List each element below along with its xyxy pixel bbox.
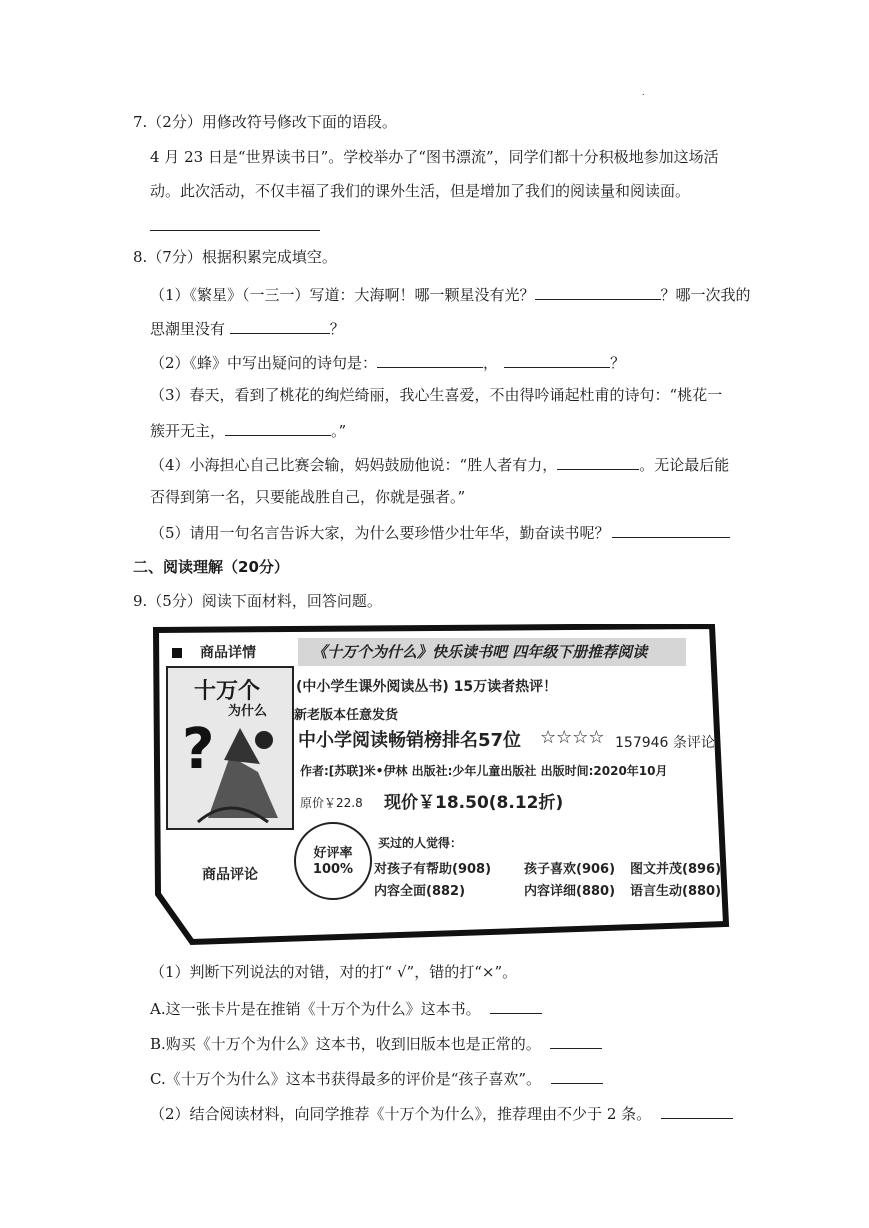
q8-item1-text-d: ？ (329, 320, 345, 338)
review-tag: 对孩子有帮助(908) (374, 862, 492, 877)
q9-statement-c-blank[interactable] (551, 1067, 603, 1084)
review-tag: 内容详细(880) (524, 884, 616, 899)
q8-item1-text-c: 思潮里没有 (150, 320, 226, 338)
book-cover (166, 666, 294, 830)
book-cover-title: 十万个 (194, 679, 261, 704)
q8-item2-text-c: ？ (610, 354, 626, 372)
q8-item5-text: （5）请用一句名言告诉大家，为什么要珍惜少壮年华，勤奋读书呢？ (150, 524, 610, 542)
review-tag: 图文并茂(896) (630, 862, 722, 877)
q9-statement-b-blank[interactable] (550, 1032, 602, 1049)
q8-item4-line2: 否得到第一名，只要能战胜自己，你就是强者。” (150, 488, 466, 506)
q8-item1-blank2[interactable] (230, 317, 330, 334)
q8-item2-blank2[interactable] (504, 351, 610, 368)
card-label-detail: 商品详情 (200, 645, 256, 661)
q8-item2 (150, 351, 625, 373)
q8-item2-text-b: ， (483, 354, 499, 372)
q8-item1-line1 (150, 283, 751, 305)
q8-item4-text-a: （4）小海担心自己比赛会输，妈妈鼓励他说：“胜人者有力， (150, 456, 558, 474)
card-buyers-think: 买过的人觉得： (378, 836, 463, 850)
svg-text:?: ? (182, 717, 215, 782)
q8-item2-text-a: （2）《蜂》中写出疑问的诗句是： (150, 354, 378, 372)
header-dot: . (642, 88, 645, 97)
q8-item2-blank1[interactable] (377, 351, 483, 368)
card-original-price: 原价￥22.8 (300, 796, 363, 810)
card-author-publisher: 作者:[苏联]米•伊林 出版社:少年儿童出版社 出版时间:2020年10月 (300, 764, 668, 778)
q7-answer-blank[interactable] (150, 230, 320, 231)
q8-item4-line1 (150, 453, 729, 475)
q7-para-line2: 动。此次活动，不仅丰福了我们的课外生活，但是增加了我们的阅读量和阅读面。 (150, 182, 691, 200)
q8-item3-text-c: 。” (331, 422, 347, 440)
good-rate-badge (294, 822, 372, 900)
q8-item4-text-b: 。无论最后能 (639, 456, 730, 474)
q8-stem: 8.（7分）根据积累完成填空。 (133, 248, 337, 266)
good-rate-value: 100% (312, 862, 354, 877)
q8-item1-line2 (150, 317, 345, 339)
section-2-heading: 二、阅读理解（20分） (133, 558, 289, 576)
q9-sub1: （1）判断下列说法的对错，对的打“ √”，错的打“×”。 (150, 963, 518, 981)
star-icon: ☆☆☆☆ (540, 727, 605, 748)
review-tag: 语言生动(880) (630, 884, 722, 899)
q9-stem: 9.（5分）阅读下面材料，回答问题。 (133, 592, 382, 610)
q9-statement-c (150, 1067, 603, 1089)
book-cover-subtitle: 为什么 (228, 704, 268, 719)
q8-item1-text-b: ？哪一次我的 (660, 286, 751, 304)
q8-item3-text-b: 簇开无主， (150, 422, 226, 440)
q9-statement-a-text: A.这一张卡片是在推销《十万个为什么》这本书。 (150, 1000, 481, 1018)
product-card-image (152, 624, 732, 946)
q8-item3-line1: （3）春天，看到了桃花的绚烂绮丽，我心生喜爱，不由得吟诵起杜甫的诗句：“桃花一 (150, 386, 723, 404)
card-rank: 中小学阅读畅销榜排名57位 (298, 730, 522, 751)
q8-item5 (150, 521, 730, 543)
card-edition-line: 新老版本任意发货 (294, 708, 399, 723)
q9-statement-b (150, 1032, 602, 1054)
q7-para-line1: 4 月 23 日是“世界读书日”。学校举办了“图书漂流”，同学们都十分积极地参加这场活 (150, 148, 719, 166)
review-tag: 孩子喜欢(906) (524, 862, 616, 877)
q9-statement-c-text: C.《十万个为什么》这本书获得最多的评价是“孩子喜欢”。 (150, 1070, 542, 1088)
q9-sub2-blank[interactable] (661, 1102, 733, 1119)
q8-item1-text-a: （1）《繁星》（一三一）写道：大海啊！哪一颗星没有光？ (150, 286, 535, 304)
q8-item1-blank1[interactable] (535, 283, 661, 300)
q9-sub2-text: （2）结合阅读材料，向同学推荐《十万个为什么》，推荐理由不少于 2 条。 (150, 1105, 652, 1123)
card-current-price: 现价￥18.50(8.12折) (384, 793, 564, 813)
card-label-review: 商品评论 (202, 867, 258, 883)
q9-sub2 (150, 1102, 733, 1124)
q8-item4-blank[interactable] (557, 453, 639, 470)
q8-item3-line2 (150, 419, 346, 441)
book-cover-illustration-icon (168, 668, 292, 828)
good-rate-label: 好评率 (313, 846, 353, 861)
q7-stem: 7.（2分）用修改符号修改下面的语段。 (133, 113, 397, 131)
q8-item5-blank[interactable] (612, 521, 730, 538)
review-tag: 内容全面(882) (374, 884, 466, 899)
q9-statement-b-text: B.购买《十万个为什么》这本书，收到旧版本也是正常的。 (150, 1035, 541, 1053)
card-banner: 《十万个为什么》快乐读书吧 四年级下册推荐阅读 (312, 643, 648, 661)
q8-item3-blank[interactable] (225, 419, 331, 436)
q9-statement-a (150, 997, 542, 1019)
card-review-count: 157946 条评论 (615, 735, 715, 751)
card-readers-line: (中小学生课外阅读丛书) 15万读者热评！ (296, 679, 558, 695)
q9-statement-a-blank[interactable] (490, 997, 542, 1014)
